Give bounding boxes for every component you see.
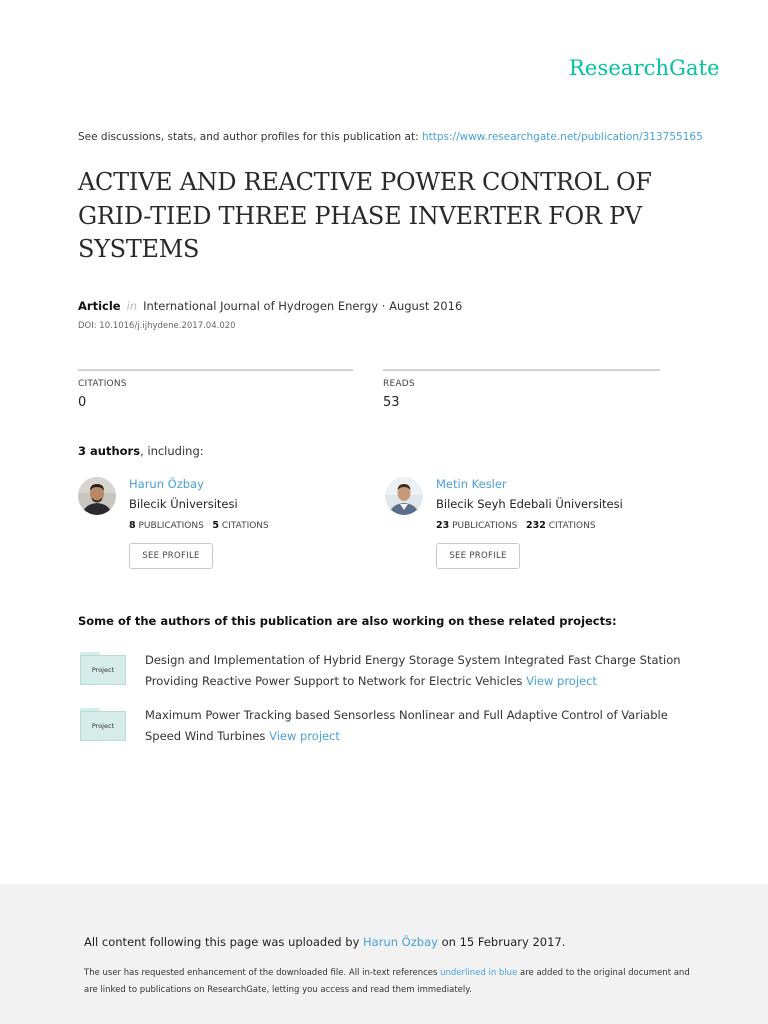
project-title: Design and Implementation of Hybrid Energy Storage System Integrated Fast Charge Station Providing Reactive Power Support to Network for Electric Vehicles [145, 653, 681, 688]
publications-label: PUBLICATIONS [452, 521, 518, 531]
project-icon-label: Project [80, 711, 126, 741]
publications-count: 8 [129, 520, 136, 531]
discussion-line [78, 131, 703, 143]
project-title: Maximum Power Tracking based Sensorless Nonlinear and Full Adaptive Control of Variable Speed Wind Turbines [145, 708, 668, 743]
citations-label: CITATIONS [78, 379, 127, 389]
citations-label: CITATIONS [221, 521, 269, 531]
author-photo-icon [385, 477, 423, 515]
in-word: in [126, 299, 138, 313]
upload-prefix: All content following this page was uploaded by [84, 935, 360, 949]
discussion-text: See discussions, stats, and author profiles for this publication at: [78, 131, 419, 143]
underlined-in-blue-text: underlined in blue [440, 968, 518, 978]
avatar-harun-ozbay[interactable] [78, 477, 116, 515]
reads-divider [383, 369, 660, 371]
note-prefix: The user has requested enhancement of the downloaded file. All in-text references [84, 968, 438, 978]
publication-link[interactable]: https://www.researchgate.net/publication/313755165 [421, 131, 703, 143]
publication-title: ACTIVE AND REACTIVE POWER CONTROL OF GRID-TIED THREE PHASE INVERTER FOR PV SYSTEMS [78, 168, 652, 263]
author-name-link[interactable]: Metin Kesler [436, 477, 507, 491]
citations-label: CITATIONS [548, 521, 596, 531]
footer-panel [0, 884, 768, 1024]
reads-value: 53 [383, 395, 400, 410]
citations-value: 0 [78, 395, 87, 410]
see-profile-button[interactable]: SEE PROFILE [436, 543, 520, 569]
project-item [145, 650, 685, 692]
author-name-link[interactable]: Harun Özbay [129, 477, 204, 491]
uploader-link[interactable]: Harun Özbay [363, 935, 438, 949]
view-project-link[interactable]: View project [269, 729, 340, 743]
avatar-metin-kesler[interactable] [385, 477, 423, 515]
see-profile-button[interactable]: SEE PROFILE [129, 543, 213, 569]
note-suffix: are added to the original document and are linked to publications on ResearchGate, letting you access and read them immediately. [84, 968, 690, 995]
authors-including: , including: [140, 444, 204, 458]
author-photo-icon [78, 477, 116, 515]
publications-count: 23 [436, 520, 450, 531]
project-folder-icon[interactable] [80, 708, 126, 740]
publications-label: PUBLICATIONS [138, 521, 204, 531]
doi: DOI: 10.1016/j.ijhydene.2017.04.020 [78, 321, 236, 331]
reads-label: READS [383, 379, 415, 389]
publication-type: Article [78, 299, 121, 313]
author-stats [129, 520, 269, 531]
author-institution: Bilecik Seyh Edebali Üniversitesi [436, 497, 623, 511]
enhancement-note [84, 965, 704, 999]
authors-count: 3 authors [78, 444, 141, 458]
upload-info [84, 935, 565, 949]
citations-count: 5 [212, 520, 219, 531]
author-stats [436, 520, 596, 531]
project-icon-label: Project [80, 655, 126, 685]
authors-heading [78, 444, 204, 458]
researchgate-logo[interactable]: ResearchGate [569, 56, 720, 80]
publication-meta [78, 299, 462, 313]
journal-date[interactable]: International Journal of Hydrogen Energy · August 2016 [143, 299, 463, 313]
upload-suffix: on 15 February 2017. [441, 935, 566, 949]
project-item [145, 705, 685, 747]
citations-divider [78, 369, 353, 371]
citations-count: 232 [525, 520, 546, 531]
related-projects-heading: Some of the authors of this publication are also working on these related projects: [78, 614, 617, 628]
view-project-link[interactable]: View project [526, 674, 597, 688]
author-institution: Bilecik Üniversitesi [129, 497, 238, 511]
project-folder-icon[interactable] [80, 652, 126, 684]
